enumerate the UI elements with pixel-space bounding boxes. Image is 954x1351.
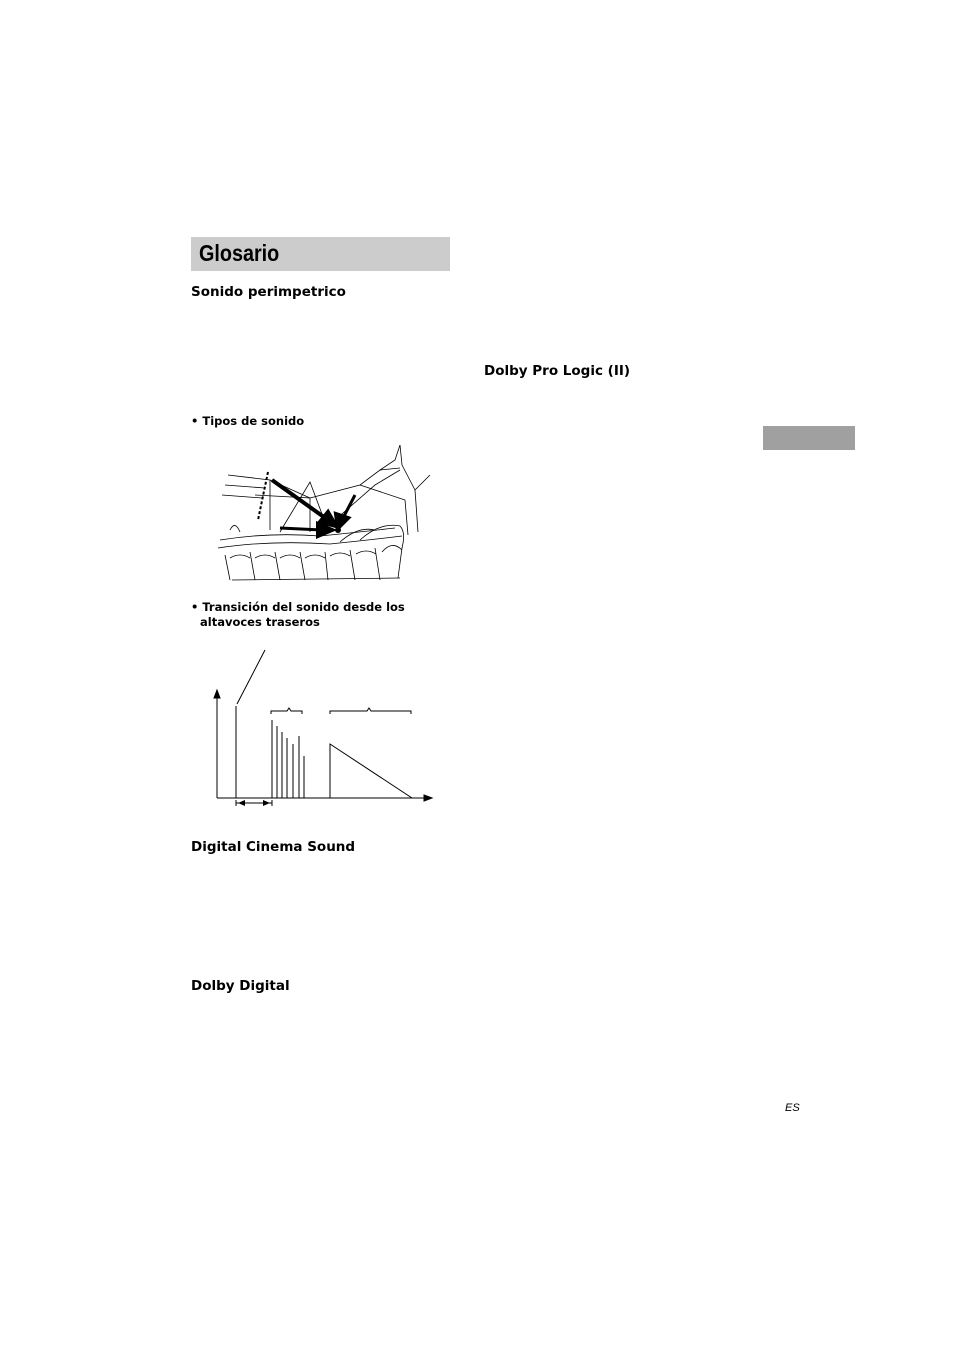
bullet-sound-types: • Tipos de sonido bbox=[191, 414, 305, 428]
bullet-transition-line1: • Transición del sonido desde los bbox=[191, 600, 405, 614]
heading-dolby-digital: Dolby Digital bbox=[191, 978, 290, 994]
page-title-bar bbox=[191, 237, 450, 271]
section-side-tab bbox=[763, 426, 855, 450]
heading-dolby-pro-logic: Dolby Pro Logic (II) bbox=[484, 363, 631, 379]
page-title: Glosario bbox=[199, 240, 280, 266]
bullet-transition-line2: altavoces traseros bbox=[200, 615, 320, 629]
bullet-sound-transition bbox=[191, 600, 431, 630]
heading-digital-cinema-sound: Digital Cinema Sound bbox=[191, 839, 356, 855]
language-marker: ES bbox=[785, 1102, 800, 1114]
heading-surround-sound: Sonido perimpetrico bbox=[191, 284, 346, 300]
sound-transition-graph bbox=[205, 648, 440, 813]
theater-illustration bbox=[210, 440, 440, 590]
